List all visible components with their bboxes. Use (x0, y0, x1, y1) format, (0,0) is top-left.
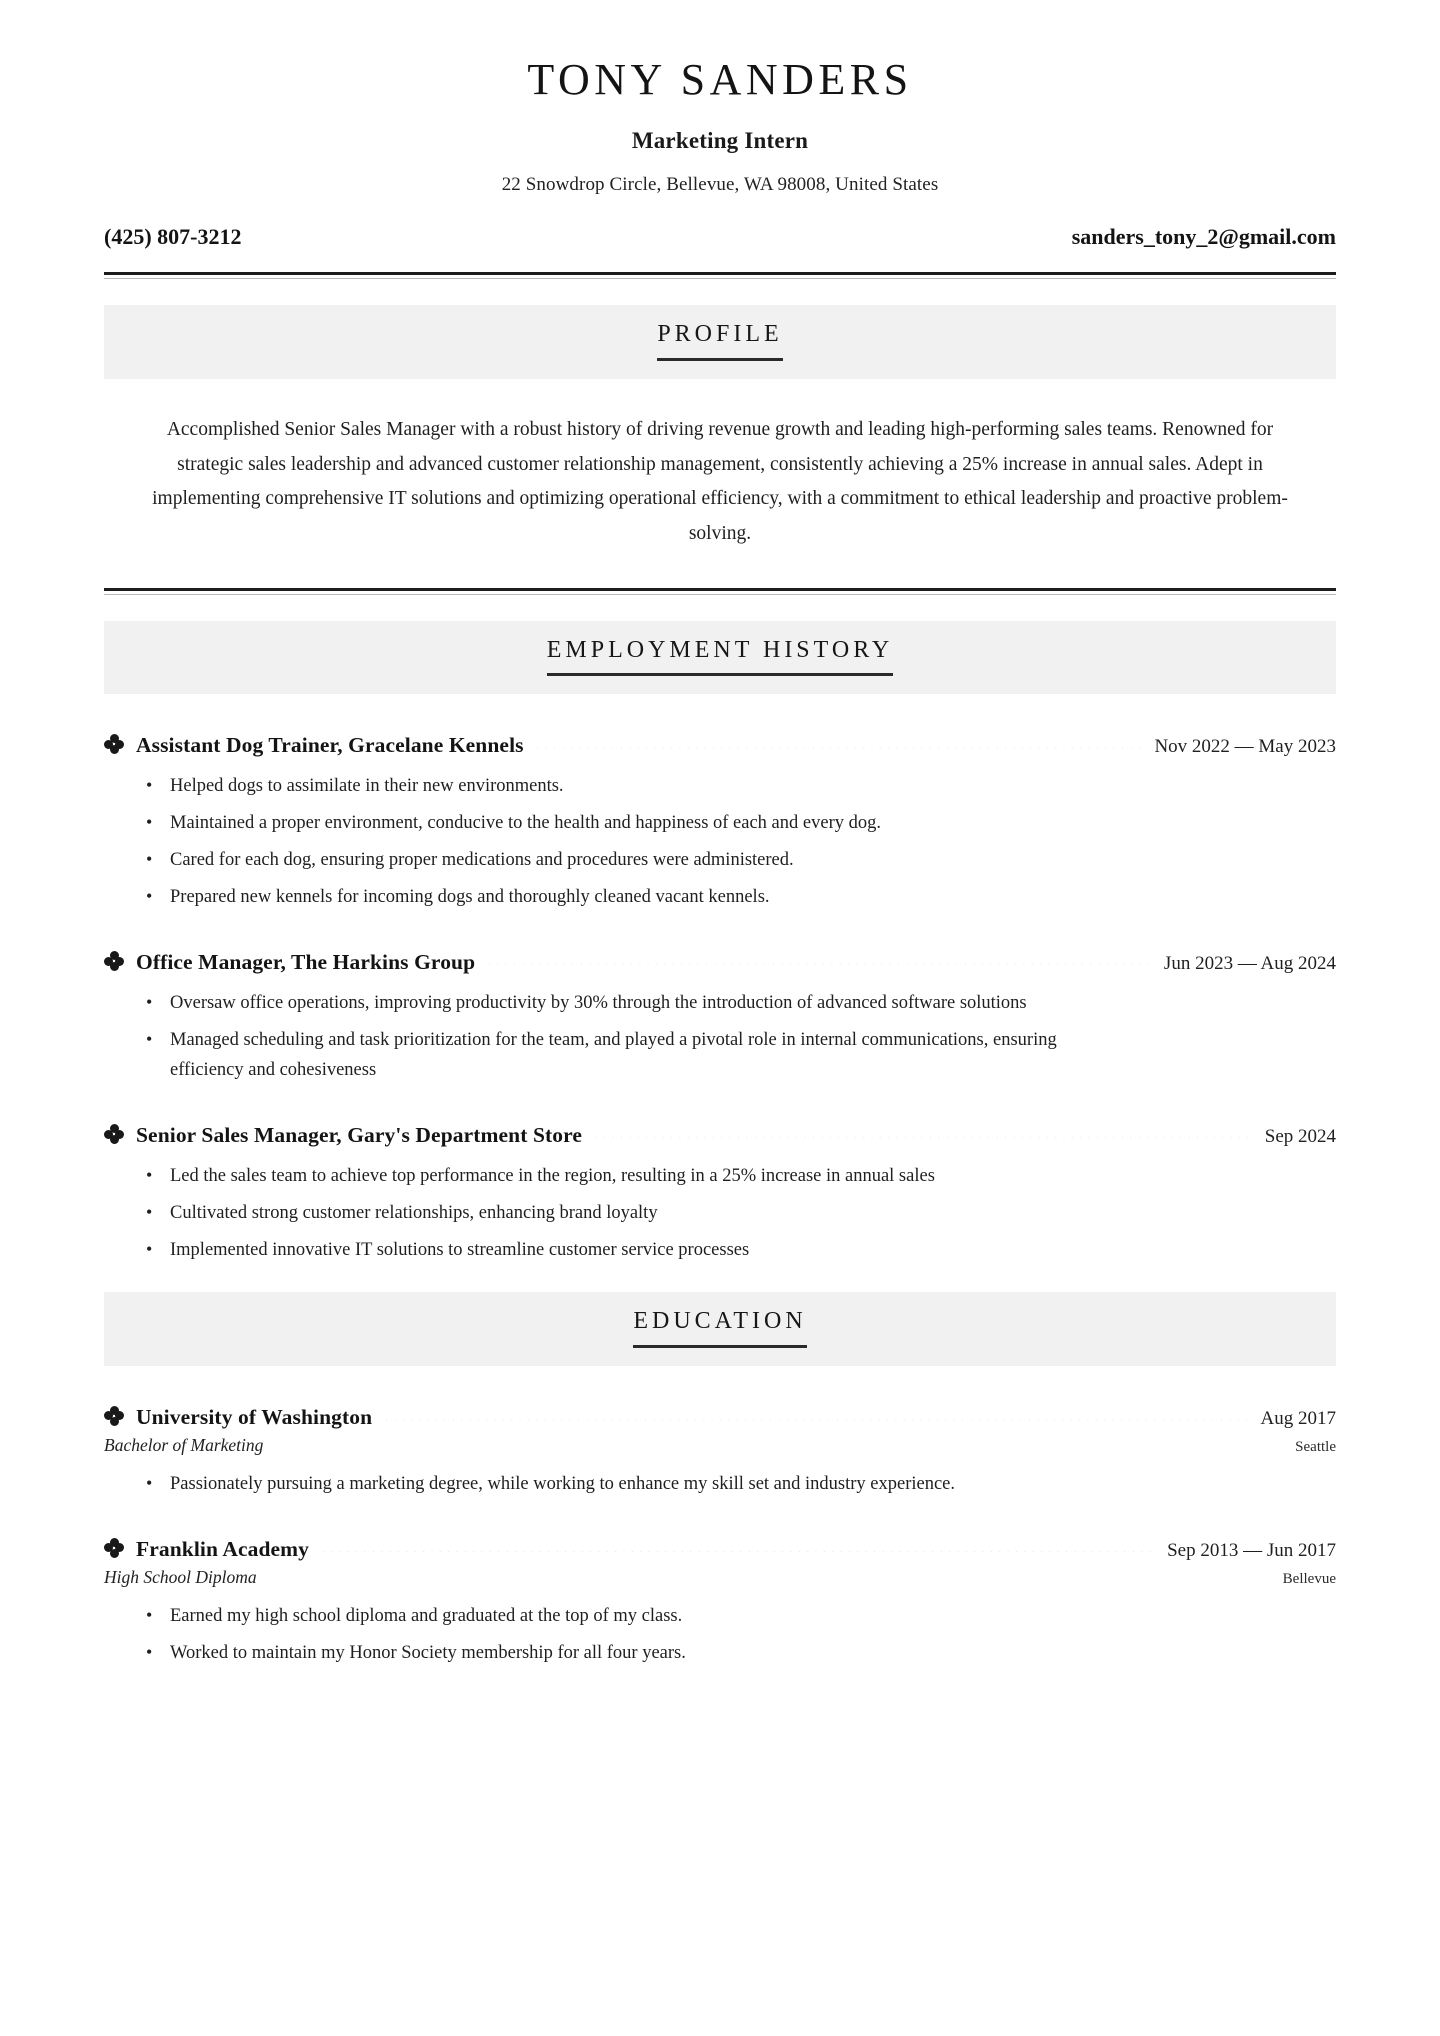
employment-entry (104, 1122, 1336, 1266)
section-heading-education: EDUCATION (633, 1308, 806, 1348)
clover-bullet-icon (104, 1538, 124, 1558)
job-bullet-list (104, 1162, 1336, 1266)
school-name: University of Washington (136, 1404, 373, 1429)
phone-number[interactable]: (425) 807-3212 (104, 224, 242, 250)
school-date-range: Sep 2013 — Jun 2017 (1167, 1539, 1336, 1561)
section-band-employment (104, 621, 1336, 695)
school-location: Seattle (1295, 1438, 1336, 1455)
header-divider (104, 272, 1336, 279)
candidate-job-title: Marketing Intern (631, 128, 809, 154)
education-bullet-list (104, 1470, 1336, 1500)
list-item: • Passionately pursuing a marketing degree, while working to enhance my skill set and industry experience. (142, 1470, 1142, 1500)
education-subline (104, 1435, 1336, 1456)
resume-header (104, 56, 1336, 250)
contact-row (104, 224, 1336, 250)
education-entries (104, 1404, 1336, 1669)
list-item: • Cared for each dog, ensuring proper medications and procedures were administered. (142, 846, 1142, 876)
list-item: • Helped dogs to assimilate in their new environments. (142, 772, 1142, 802)
email-address[interactable]: sanders_tony_2@gmail.com (1071, 224, 1336, 250)
education-subline (104, 1567, 1336, 1588)
job-bullet-list (104, 989, 1336, 1086)
job-date-range: Nov 2022 — May 2023 (1154, 736, 1336, 758)
list-item: • Cultivated strong customer relationships, enhancing brand loyalty (142, 1199, 1142, 1229)
dotted-leader (594, 1137, 1253, 1138)
school-date-range: Aug 2017 (1260, 1407, 1336, 1429)
section-heading-profile: PROFILE (657, 321, 782, 361)
job-title: Assistant Dog Trainer, Gracelane Kennels (136, 733, 524, 758)
candidate-address: 22 Snowdrop Circle, Bellevue, WA 98008, United States (501, 174, 939, 196)
section-band-profile (104, 305, 1336, 379)
clover-bullet-icon (104, 1406, 124, 1426)
clover-bullet-icon (104, 1124, 124, 1144)
list-item: • Earned my high school diploma and graduated at the top of my class. (142, 1602, 1142, 1632)
job-date-range: Sep 2024 (1264, 1126, 1336, 1148)
employment-entry (104, 732, 1336, 913)
profile-summary-text: Accomplished Senior Sales Manager with a robust history of driving revenue growth and leading high-performing sales teams. Renowned for strategic sales leadership and advanced customer relationship management, consistently achieving a 25% increase in annual sales. Adept in implementing comprehensive IT solutions and optimizing operational efficiency, with a commitment to ethical leadership and proactive problem-solving. (152, 418, 1288, 545)
candidate-name: TONY SANDERS (527, 55, 913, 104)
list-item: • Maintained a proper environment, conducive to the health and happiness of each and every dog. (142, 809, 1142, 839)
dotted-leader (384, 1419, 1248, 1420)
school-location: Bellevue (1282, 1570, 1336, 1587)
list-item: • Worked to maintain my Honor Society membership for all four years. (142, 1639, 1142, 1669)
employment-entry (104, 949, 1336, 1086)
profile-divider (104, 588, 1336, 595)
job-title: Office Manager, The Harkins Group (136, 950, 476, 975)
section-heading-employment: EMPLOYMENT HISTORY (547, 637, 893, 677)
employment-entries (104, 732, 1336, 1266)
education-entry (104, 1404, 1336, 1500)
school-name: Franklin Academy (136, 1536, 310, 1561)
list-item: • Oversaw office operations, improving productivity by 30% through the introduction of advanced software solutions (142, 989, 1082, 1019)
education-bullet-list (104, 1602, 1336, 1669)
clover-bullet-icon (104, 734, 124, 754)
list-item: • Prepared new kennels for incoming dogs and thoroughly cleaned vacant kennels. (142, 883, 1142, 913)
entry-header (104, 1536, 1336, 1562)
section-band-education (104, 1292, 1336, 1366)
list-item: • Managed scheduling and task prioritization for the team, and played a pivotal role in internal communications, ensuring efficiency and cohesiveness (142, 1026, 1082, 1086)
clover-bullet-icon (104, 951, 124, 971)
list-item: • Implemented innovative IT solutions to streamline customer service processes (142, 1236, 1142, 1266)
job-title: Senior Sales Manager, Gary's Department Store (136, 1123, 583, 1148)
entry-header (104, 1404, 1336, 1430)
entry-header (104, 732, 1336, 758)
list-item: • Led the sales team to achieve top performance in the region, resulting in a 25% increase in annual sales (142, 1162, 1142, 1192)
degree-name: Bachelor of Marketing (104, 1434, 264, 1455)
entry-header (104, 949, 1336, 975)
job-date-range: Jun 2023 — Aug 2024 (1163, 953, 1336, 975)
entry-header (104, 1122, 1336, 1148)
degree-name: High School Diploma (104, 1566, 257, 1587)
dotted-leader (536, 747, 1143, 748)
job-bullet-list (104, 772, 1336, 913)
dotted-leader (487, 964, 1152, 965)
dotted-leader (321, 1551, 1155, 1552)
education-entry (104, 1536, 1336, 1669)
